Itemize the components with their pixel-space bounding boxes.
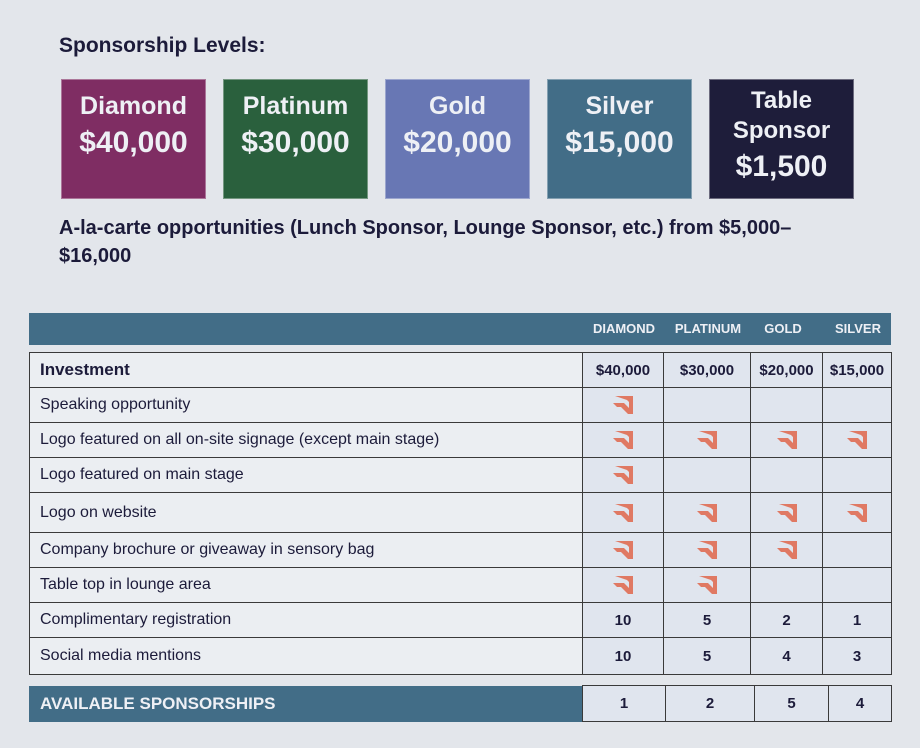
available-platinum: 2	[666, 686, 755, 722]
table-row	[30, 493, 892, 533]
tier-name: Platinum	[242, 92, 349, 120]
row-label: Speaking opportunity	[30, 388, 583, 423]
arrow-check-icon	[696, 575, 718, 595]
row-label: Table top in lounge area	[30, 568, 583, 603]
row-label: Social media mentions	[30, 638, 583, 675]
arrow-check-icon	[612, 430, 634, 450]
tier-tile-diamond	[61, 79, 206, 199]
cell-gold	[751, 533, 823, 568]
cell-platinum	[664, 458, 751, 493]
cell-silver	[823, 388, 892, 423]
tier-tile-table-sponsor	[709, 79, 854, 199]
tier-name-line1: Table	[751, 87, 812, 114]
cell-silver: $15,000	[823, 353, 892, 388]
cell-diamond	[583, 388, 664, 423]
cell-gold	[751, 568, 823, 603]
table-row	[30, 533, 892, 568]
row-label: Investment	[30, 353, 583, 388]
arrow-check-icon	[612, 395, 634, 415]
row-label: Company brochure or giveaway in sensory bag	[30, 533, 583, 568]
arrow-check-icon	[846, 503, 868, 523]
tier-price: $40,000	[79, 126, 188, 159]
table-row	[30, 603, 892, 638]
cell-silver: 3	[823, 638, 892, 675]
cell-platinum: 5	[664, 603, 751, 638]
table-row	[29, 686, 892, 722]
tier-tile-platinum	[223, 79, 368, 199]
tier-name	[710, 86, 853, 146]
cell-platinum	[664, 423, 751, 458]
column-header-gold: GOLD	[764, 321, 802, 336]
cell-diamond: 10	[583, 638, 664, 675]
cell-diamond	[583, 568, 664, 603]
cell-diamond: 10	[583, 603, 664, 638]
available-diamond: 1	[583, 686, 666, 722]
tier-name: Gold	[429, 92, 486, 120]
row-label: Complimentary registration	[30, 603, 583, 638]
table-row	[30, 353, 892, 388]
available-sponsorships-row	[29, 685, 892, 722]
cell-platinum: 5	[664, 638, 751, 675]
table-row	[30, 388, 892, 423]
arrow-check-icon	[612, 503, 634, 523]
cell-platinum	[664, 388, 751, 423]
table-row	[30, 458, 892, 493]
cell-diamond	[583, 423, 664, 458]
cell-platinum	[664, 493, 751, 533]
ala-carte-note: A-la-carte opportunities (Lunch Sponsor, Lounge Sponsor, etc.) from $5,000–$16,000	[59, 217, 792, 267]
tier-name-line2: Sponsor	[732, 117, 831, 144]
arrow-check-icon	[696, 430, 718, 450]
column-header-platinum: PLATINUM	[674, 321, 742, 336]
arrow-check-icon	[776, 503, 798, 523]
cell-silver	[823, 493, 892, 533]
tier-name: Diamond	[80, 92, 187, 120]
tier-price: $20,000	[403, 126, 512, 159]
row-label: Logo featured on main stage	[30, 458, 583, 493]
arrow-check-icon	[696, 540, 718, 560]
cell-gold: $20,000	[751, 353, 823, 388]
cell-gold	[751, 423, 823, 458]
available-label: AVAILABLE SPONSORSHIPS	[29, 686, 583, 722]
arrow-check-icon	[612, 465, 634, 485]
arrow-check-icon	[776, 540, 798, 560]
cell-platinum	[664, 533, 751, 568]
tier-tile-gold	[385, 79, 530, 199]
page-title: Sponsorship Levels:	[59, 34, 266, 57]
cell-platinum: $30,000	[664, 353, 751, 388]
available-gold: 5	[755, 686, 829, 722]
available-silver: 4	[829, 686, 892, 722]
column-header-silver: SILVER	[835, 321, 881, 336]
cell-silver	[823, 423, 892, 458]
cell-platinum	[664, 568, 751, 603]
cell-gold	[751, 493, 823, 533]
table-row	[30, 638, 892, 675]
cell-gold: 2	[751, 603, 823, 638]
arrow-check-icon	[696, 503, 718, 523]
arrow-check-icon	[776, 430, 798, 450]
arrow-check-icon	[612, 540, 634, 560]
tier-price: $15,000	[565, 126, 674, 159]
table-row	[30, 568, 892, 603]
cell-diamond	[583, 493, 664, 533]
cell-diamond: $40,000	[583, 353, 664, 388]
arrow-check-icon	[612, 575, 634, 595]
tier-price: $1,500	[735, 150, 828, 183]
cell-gold: 4	[751, 638, 823, 675]
column-header-diamond: DIAMOND	[592, 321, 656, 336]
table-row	[30, 423, 892, 458]
row-label: Logo featured on all on-site signage (except main stage)	[30, 423, 583, 458]
cell-silver	[823, 533, 892, 568]
cell-silver	[823, 458, 892, 493]
tier-name: Silver	[585, 92, 654, 120]
benefits-table	[29, 352, 892, 675]
tier-tile-silver	[547, 79, 692, 199]
cell-gold	[751, 458, 823, 493]
cell-diamond	[583, 533, 664, 568]
table-header-bar	[29, 313, 891, 345]
cell-silver	[823, 568, 892, 603]
tier-price: $30,000	[241, 126, 350, 159]
cell-diamond	[583, 458, 664, 493]
cell-silver: 1	[823, 603, 892, 638]
cell-gold	[751, 388, 823, 423]
row-label: Logo on website	[30, 493, 583, 533]
arrow-check-icon	[846, 430, 868, 450]
